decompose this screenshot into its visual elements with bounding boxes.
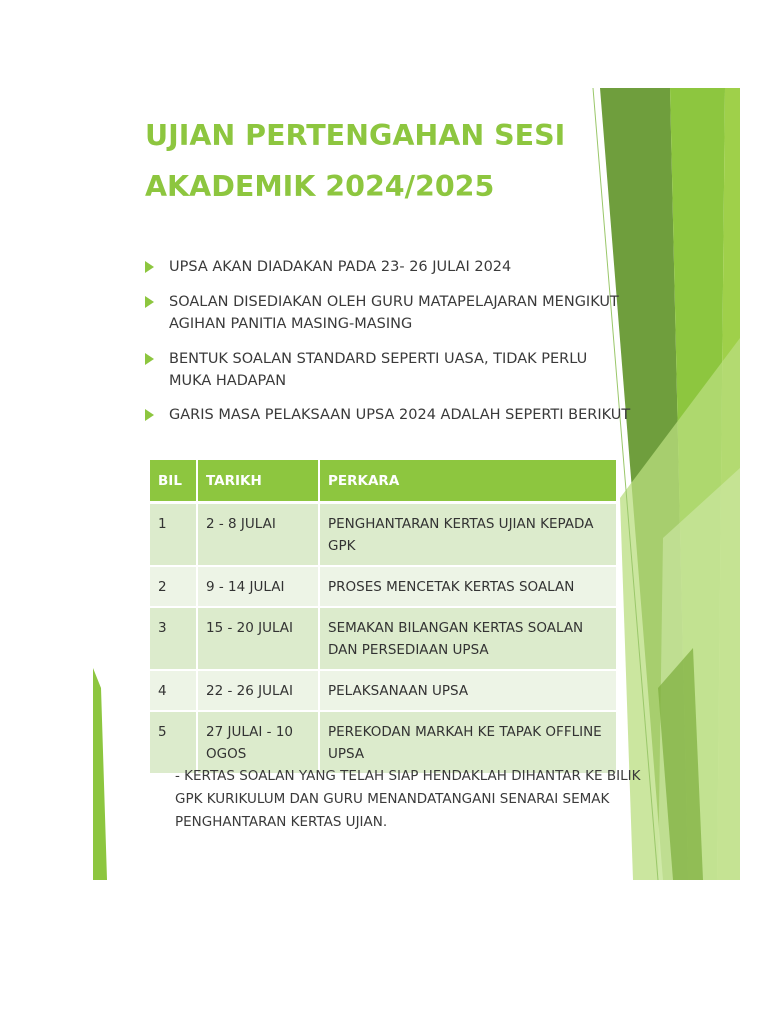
bullet-item <box>143 348 633 392</box>
slide-title <box>145 110 585 212</box>
cell-tarikh: 22 - 26 JULAI <box>198 671 320 712</box>
triangle-right-icon <box>145 261 154 273</box>
bullet-text: SOALAN DISEDIAKAN OLEH GURU MATAPELAJARAN MENGIKUT AGIHAN PANITIA MASING-MASING <box>169 294 619 332</box>
cell-tarikh: 27 JULAI - 10 OGOS <box>198 712 320 775</box>
title-line-1: UJIAN PERTENGAHAN SESI <box>145 119 566 152</box>
cell-bil: 1 <box>150 504 198 567</box>
bullet-item <box>143 291 633 335</box>
table-row <box>150 567 616 608</box>
cell-perkara: SEMAKAN BILANGAN KERTAS SOALAN DAN PERSEDIAAN UPSA <box>320 608 616 671</box>
bullet-list <box>143 256 633 440</box>
bullet-item <box>143 404 633 426</box>
bullet-text: GARIS MASA PELAKSAAN UPSA 2024 ADALAH SEPERTI BERIKUT <box>169 407 631 423</box>
cell-perkara: PENGHANTARAN KERTAS UJIAN KEPADA GPK <box>320 504 616 567</box>
cell-tarikh: 15 - 20 JULAI <box>198 608 320 671</box>
title-line-2: AKADEMIK 2024/2025 <box>145 170 495 203</box>
bullet-text: BENTUK SOALAN STANDARD SEPERTI UASA, TIDAK PERLU MUKA HADAPAN <box>169 351 588 389</box>
table-row <box>150 608 616 671</box>
deco-left-sliver <box>93 668 107 880</box>
bullet-item <box>143 256 633 278</box>
header-bil: BIL <box>150 460 198 504</box>
cell-bil: 5 <box>150 712 198 775</box>
bullet-text: UPSA AKAN DIADAKAN PADA 23- 26 JULAI 2024 <box>169 259 512 275</box>
cell-perkara: PEREKODAN MARKAH KE TAPAK OFFLINE UPSA <box>320 712 616 775</box>
cell-bil: 4 <box>150 671 198 712</box>
triangle-right-icon <box>145 353 154 365</box>
slide <box>93 88 740 880</box>
header-tarikh: TARIKH <box>198 460 320 504</box>
triangle-right-icon <box>145 409 154 421</box>
header-perkara: PERKARA <box>320 460 616 504</box>
table-row <box>150 504 616 567</box>
cell-perkara: PROSES MENCETAK KERTAS SOALAN <box>320 567 616 608</box>
cell-tarikh: 2 - 8 JULAI <box>198 504 320 567</box>
triangle-right-icon <box>145 296 154 308</box>
cell-tarikh: 9 - 14 JULAI <box>198 567 320 608</box>
table-header-row <box>150 460 616 504</box>
timeline-table <box>150 460 616 775</box>
footnote: - KERTAS SOALAN YANG TELAH SIAP HENDAKLAH DIHANTAR KE BILIK GPK KURIKULUM DAN GURU MENANDATANGANI SENARAI SEMAK PENGHANTARAN KERTAS UJIAN. <box>175 768 641 830</box>
table-row <box>150 671 616 712</box>
cell-bil: 3 <box>150 608 198 671</box>
cell-perkara: PELAKSANAAN UPSA <box>320 671 616 712</box>
cell-bil: 2 <box>150 567 198 608</box>
